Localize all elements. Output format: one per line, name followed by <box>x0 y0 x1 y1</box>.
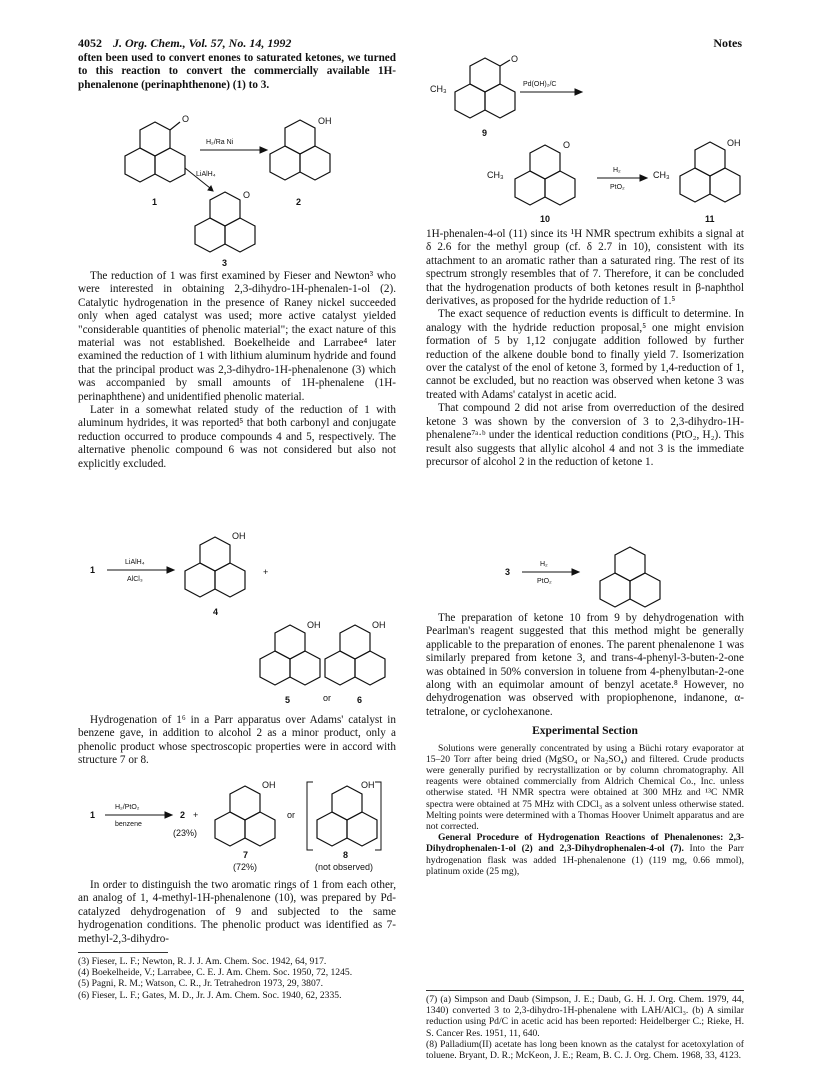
later-study-paragraph: Later in a somewhat related study of the reduction of 1 with aluminum hydrides, it was reported⁵ that both carbonyl and conjugate reduction occurred to produce compounds 4 and 5, respectively. The alternative phenolic compound 6 was not considered but also not explicitly excluded. <box>78 404 396 470</box>
scheme2-reagent-top: LiAlH₄ <box>125 559 145 566</box>
footnote-8: (8) Palladium(II) acetate has long been known as the catalyst for acetoxylation of toluene. Bryant, D. R.; McKeon, J. E.; Ream, B. C. J. Org. Chem. 1968, 33, 4123. <box>426 1038 744 1062</box>
footnote-3: (3) Fieser, L. F.; Newton, R. J. J. Am. Chem. Soc. 1942, 64, 917. <box>78 956 327 967</box>
scheme2-or: or <box>323 693 332 703</box>
procedure-heading: General Procedure of Hydrogenation Reactions of Phenalenones: 2,3-Dihydrophenalen-1-ol (2) and 2,3-Dihydrophenalen-4-ol (7). <box>426 832 744 855</box>
scheme3-yield-2: (23%) <box>173 828 198 838</box>
scheme4-methyl-10: CH₃ <box>487 170 504 180</box>
page-header <box>78 36 742 51</box>
methylphenol-structure-11 <box>680 142 740 202</box>
scheme4-cpd9-label: 9 <box>482 128 488 138</box>
scheme-4 <box>425 50 755 225</box>
arrow-right <box>522 569 579 575</box>
preparation-paragraph: The preparation of ketone 10 from 9 by dehydrogenation with Pearlman's reagent suggested that this method might be generally applicable to the preparation of enones. The parent phenalenone 1 was similarly prepared from ketone 3, and trans-4-phenyl-3-buten-2-one was obtained in 50% conversion in toluene from 4-phenylbutan-2-one along with an equimolar amount of benzyl acetate.⁸ However, no dehydrogenation was observed with propiophenone, indanone, α-tetralone, or cyclohexanone. <box>426 612 744 718</box>
right-column-body-2 <box>426 612 744 877</box>
scheme5-h2: H₂ <box>540 561 548 568</box>
scheme1-reagent-top: H₂/Ra Ni <box>206 139 234 146</box>
left-column-body-3 <box>78 879 396 946</box>
footnote-7: (7) (a) Simpson and Daub (Simpson, J. E.; Daub, G. H. J. Org. Chem. 1979, 44, 1340) converted 3 to 2,3-dihydro-1H-phenalene with LAH/AlCl₃. (b) A similar reduction using Pd/C in acetic acid has been reported: Heidelberger C.; Rieke, H. S. Cancer Res. 1951, 11, 640. <box>426 994 744 1039</box>
scheme4-pto2: PtO₂ <box>610 184 625 191</box>
page-number: 4052 <box>78 36 102 50</box>
scheme4-oxo-9: O <box>511 54 519 64</box>
scheme1-cpd3-label: 3 <box>222 258 228 268</box>
scheme2-plus: + <box>263 567 269 577</box>
phenol-structure-7 <box>215 786 275 846</box>
experimental-general-paragraph: Solutions were generally concentrated by using a Büchi rotary evaporator at 15–20 Torr after being dried (MgSO₄ or Na₂SO₄) and filtered. Crude products were generally purified by recrystallization or by column chromatography. All reagents were obtained commercially from Aldrich Chemical Co., Inc. unless otherwise stated. ¹H NMR spectra were obtained at 300 MHz and ¹³C NMR spectra were obtained at 75 MHz with CDCl₃ as a solvent unless otherwise stated. Melting points were determined with a Thomas Hoover Unimelt apparatus and are not corrected. <box>426 742 744 833</box>
scheme1-oh-label: OH <box>318 116 332 126</box>
left-column-intro <box>78 52 396 92</box>
scheme2-oh-label-6: OH <box>372 620 386 630</box>
scheme1-cpd2-label: 2 <box>296 197 302 207</box>
scheme3-not-observed: (not observed) <box>315 862 374 872</box>
scheme2-cpd6-label: 6 <box>357 695 363 705</box>
scheme3-cpd2-label: 2 <box>180 810 186 820</box>
distinguish-paragraph: In order to distinguish the two aromatic rings of 1 from each other, an analog of 1, 4-methyl-1H-phenalenone (10), was prepared by Pd-catalyzed dehydrogenation of 9 and subjected to the same hydrogenation conditions. The phenolic product was identified as 7-methyl-2,3-dihydro- <box>78 879 396 945</box>
journal-citation: J. Org. Chem., Vol. 57, No. 14, 1992 <box>113 36 292 50</box>
methylphenalenone-structure-10 <box>515 145 575 205</box>
phenol-structure-8 <box>317 786 377 846</box>
left-footnote-rule <box>78 952 168 953</box>
procedure-body: Into the Parr hydrogenation flask was added 1H-phenalenone (1) (119 mg, 0.66 mmol), platinum oxide (25 mg), <box>426 843 744 877</box>
scheme4-methyl-11: CH₃ <box>653 170 670 180</box>
experimental-procedure-paragraph <box>426 832 744 877</box>
footnote-5: (5) Pagni, R. M.; Watson, C. R., Jr. Tetrahedron 1973, 29, 3807. <box>78 978 323 990</box>
scheme3-or: or <box>287 810 296 820</box>
scheme4-reagent: Pd(OH)₂/C <box>523 81 557 88</box>
footnote-4: (4) Boekelheide, V.; Larrabee, C. E. J. Am. Chem. Soc. 1950, 72, 1245. <box>78 967 353 979</box>
enol-structure-6 <box>325 625 385 685</box>
dihydrophenalene-structure <box>600 547 660 607</box>
compound2-paragraph: That compound 2 did not arise from overreduction of the desired ketone 3 was shown by the conversion of 3 to 2,3-dihydro-1H-phenalene⁷ᵃ·ᵇ under the identical reduction conditions (PtO₂, H₂). This result also suggests that allylic alcohol 4 and not 3 is the immediate precursor of alcohol 2 in the reduction of ketone 1. <box>426 402 744 468</box>
scheme3-reagent-top: H₂/PtO₂ <box>115 804 140 811</box>
right-column-body-1 <box>426 228 744 469</box>
scheme3-start-label: 1 <box>90 810 96 820</box>
experimental-section-title: Experimental Section <box>532 725 638 738</box>
scheme2-oh-label-5: OH <box>307 620 321 630</box>
section-name: Notes <box>713 36 742 50</box>
dihydrophenalenone-structure-3 <box>195 192 255 252</box>
scheme-1 <box>100 100 400 270</box>
arrow-right <box>520 89 582 95</box>
scheme5-pto2: PtO₂ <box>537 578 552 585</box>
scheme2-cpd4-label: 4 <box>213 607 219 617</box>
scheme5-start-label: 3 <box>505 567 511 577</box>
scheme-5 <box>500 545 700 605</box>
scheme2-cpd5-label: 5 <box>285 695 291 705</box>
arrow-right <box>200 147 267 153</box>
scheme3-oh-label-7: OH <box>262 780 276 790</box>
footnote-6: (6) Fieser, L. F.; Gates, M. D., Jr. J. Am. Chem. Soc. 1940, 62, 2335. <box>78 989 342 1001</box>
scheme1-reagent-down: LiAlH₄ <box>196 171 216 178</box>
scheme3-oh-label-8: OH <box>361 780 375 790</box>
scheme3-cpd7-label: 7 <box>243 850 249 860</box>
exact-sequence-paragraph: The exact sequence of reduction events is difficult to determine. In analogy with the hydride reduction proposal,⁵ one might envision formation of 5 by 1,12 conjugate addition followed by further reduction of the alkene double bond to finally yield 7. Isomerization over the catalyst of the enol of ketone 3, formed by 1,4-reduction of 1, cannot be excluded, but no reaction was observed when ketone 3 was treated with Adams' catalyst in acetic acid. <box>426 308 744 401</box>
scheme3-yield-7: (72%) <box>233 862 258 872</box>
scheme-2 <box>85 525 395 710</box>
right-footnote-rule <box>426 990 744 991</box>
dihydrophenalenol-structure-2 <box>270 120 330 180</box>
scheme4-methyl-9: CH₃ <box>430 84 447 94</box>
scheme2-oh-label-4: OH <box>232 531 246 541</box>
phenalenol-paragraph: 1H-phenalen-4-ol (11) since its ¹H NMR spectrum exhibits a signal at δ 2.6 for the methyl group (cf. δ 2.7 in 10), consistent with its attachment to an aromatic rather than a saturated ring. The rest of its spectrum strongly resembles that of 7. Therefore, it can be concluded that the hydrogenation products of both ketones result in β-naphthol derivatives, as proposed for the hydride reduction of 1.⁵ <box>426 228 744 308</box>
left-column-body-1 <box>78 270 396 471</box>
scheme4-cpd10-label: 10 <box>540 214 551 224</box>
reduction-paragraph: The reduction of 1 was first examined by Fieser and Newton³ who were interested in obtaining 2,3-dihydro-1H-phenalen-1-ol (2). Catalytic hydrogenation in the presence of Raney nickel succeeded only when aged catalyst was used; more active catalyst yielded "considerable quantities of phenolic material"; the exact nature of this material was not established. Boekelheide and Larrabee⁴ later examined the reduction of 1 with lithium aluminum hydride and found that the principal product was 2,3-dihydro-1H-phenalenone (3) which was accompanied by small amounts of 1H-phenalene (1H-perinaphthene) and unidentified phenolic material. <box>78 270 396 403</box>
scheme3-cpd8-label: 8 <box>343 850 349 860</box>
arrow-right <box>597 175 647 181</box>
ketone-structure-9 <box>455 58 515 118</box>
enol-structure-5 <box>260 625 320 685</box>
scheme3-plus: + <box>193 810 199 820</box>
hydrogenation-paragraph: Hydrogenation of 1⁶ in a Parr apparatus over Adams' catalyst in benzene gave, in addition to alcohol 2 as a minor product, only a phenolic product whose spectroscopic properties were in accord with structure 7 or 8. <box>78 714 396 767</box>
scheme4-cpd11-label: 11 <box>705 214 715 224</box>
intro-paragraph: often been used to convert enones to saturated ketones, we turned to this reaction to convert the commercially available 1H-phenalenone (perinaphthenone) (1) to 3. <box>78 52 396 91</box>
scheme4-oh-11: OH <box>727 138 741 148</box>
arrow-right <box>105 812 172 818</box>
left-column-body-2 <box>78 714 396 768</box>
scheme1-oxo-label-3: O <box>243 190 251 200</box>
scheme2-reagent-bottom: AlCl₃ <box>127 576 143 583</box>
scheme4-oxo-10: O <box>563 140 571 150</box>
scheme2-start-label: 1 <box>90 565 96 575</box>
scheme1-cpd1-label: 1 <box>152 197 158 207</box>
arrow-right <box>107 567 174 573</box>
scheme3-reagent-bottom: benzene <box>115 821 142 828</box>
scheme1-oxo-label: O <box>182 114 190 124</box>
allylic-alcohol-structure-4 <box>185 537 245 597</box>
phenalenone-structure-1 <box>125 122 185 182</box>
scheme4-h2: H₂ <box>613 167 621 174</box>
scheme-3 <box>85 778 395 873</box>
right-footnotes <box>426 994 744 1061</box>
left-footnotes <box>78 956 396 1001</box>
